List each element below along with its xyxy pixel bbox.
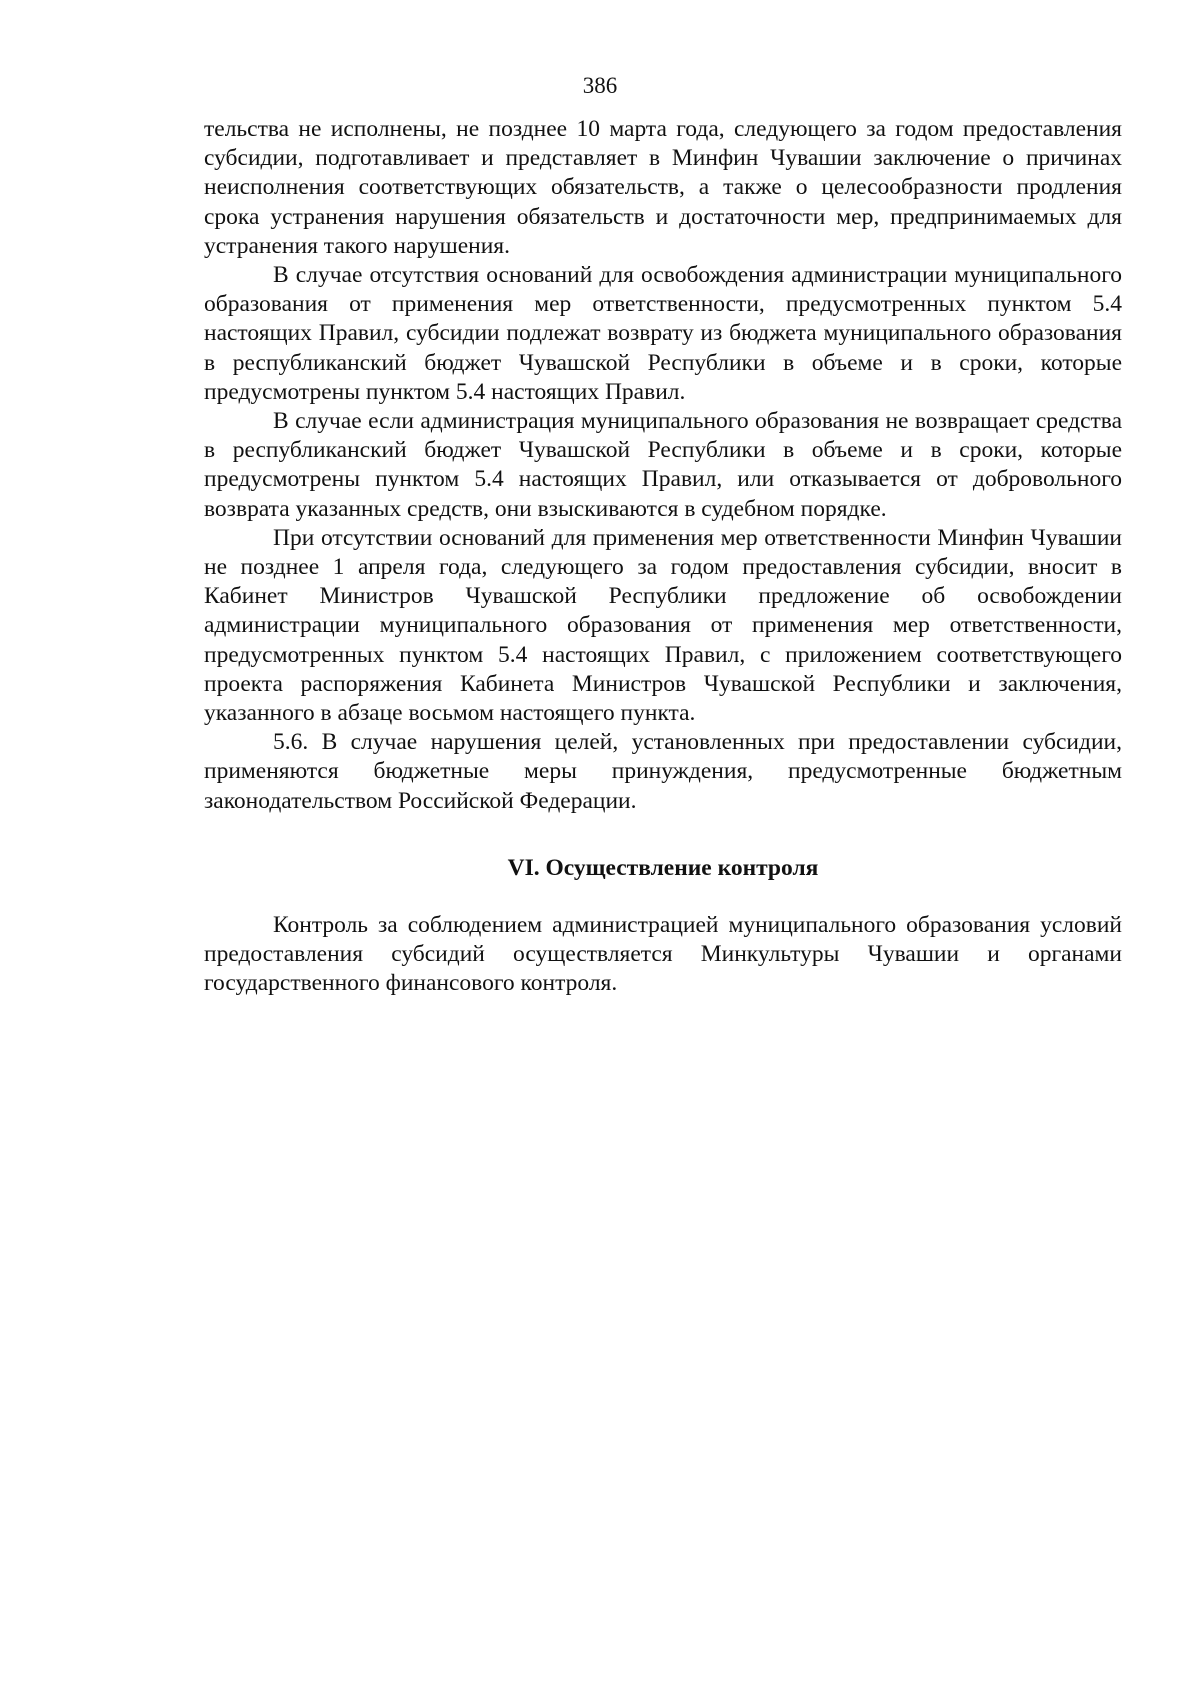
- paragraph-5-6: 5.6. В случае нарушения целей, установленных при предоставлении субсидии, применяются бюджетные меры принуждения, предусмотренные бюджетным законодательством Российской Федерации.: [204, 729, 1122, 814]
- paragraph-exemption-proposal: При отсутствии оснований для применения мер ответственности Минфин Чувашии не позднее 1 апреля года, следующего за годом предоставления субсидии, вносит в Кабинет Министров Чувашской Республики предложение об освобождении администрации муниципального образования от применения мер ответственности, предусмотренных пунктом 5.4 настоящих Правил, с приложением соответствующего проекта распоряжения Кабинета Министров Чувашской Республики и заключения, указанного в абзаце восьмом настоящего пункта.: [204, 524, 1122, 727]
- page-number: 386: [582, 73, 618, 98]
- paragraph-control: Контроль за соблюдением администрацией муниципального образования условий предоставления субсидий осуществляется Минкультуры Чувашии и органами государственного финансового контроля.: [204, 911, 1122, 997]
- paragraph-no-grounds-return: В случае отсутствия оснований для освобождения администрации муниципального образования от применения мер ответственности, предусмотренных пунктом 5.4 настоящих Правил, субсидии подлежат возврату из бюджета муниципального образования в республиканский бюджет Чувашской Республики в объеме и в сроки, которые предусмотрены пунктом 5.4 настоящих Правил.: [204, 262, 1122, 405]
- document-body: [204, 115, 1122, 998]
- paragraph-court-recovery: В случае если администрация муниципального образования не возвращает средства в республиканский бюджет Чувашской Республики в объеме и в сроки, которые предусмотрены пунктом 5.4 настоящих Правил, или отказывается от добровольного возврата указанных средств, они взыскиваются в судебном порядке.: [204, 408, 1122, 522]
- section-heading: VI. Осуществление контроля: [507, 854, 819, 881]
- paragraph-continuation: тельства не исполнены, не позднее 10 марта года, следующего за годом предоставления субсидии, подготавливает и представляет в Минфин Чувашии заключение о причинах неисполнения соответствующих обязательств, а также о целесообразности продления срока устранения нарушения обязательств и достаточности мер, предпринимаемых для устранения такого нарушения.: [204, 116, 1122, 259]
